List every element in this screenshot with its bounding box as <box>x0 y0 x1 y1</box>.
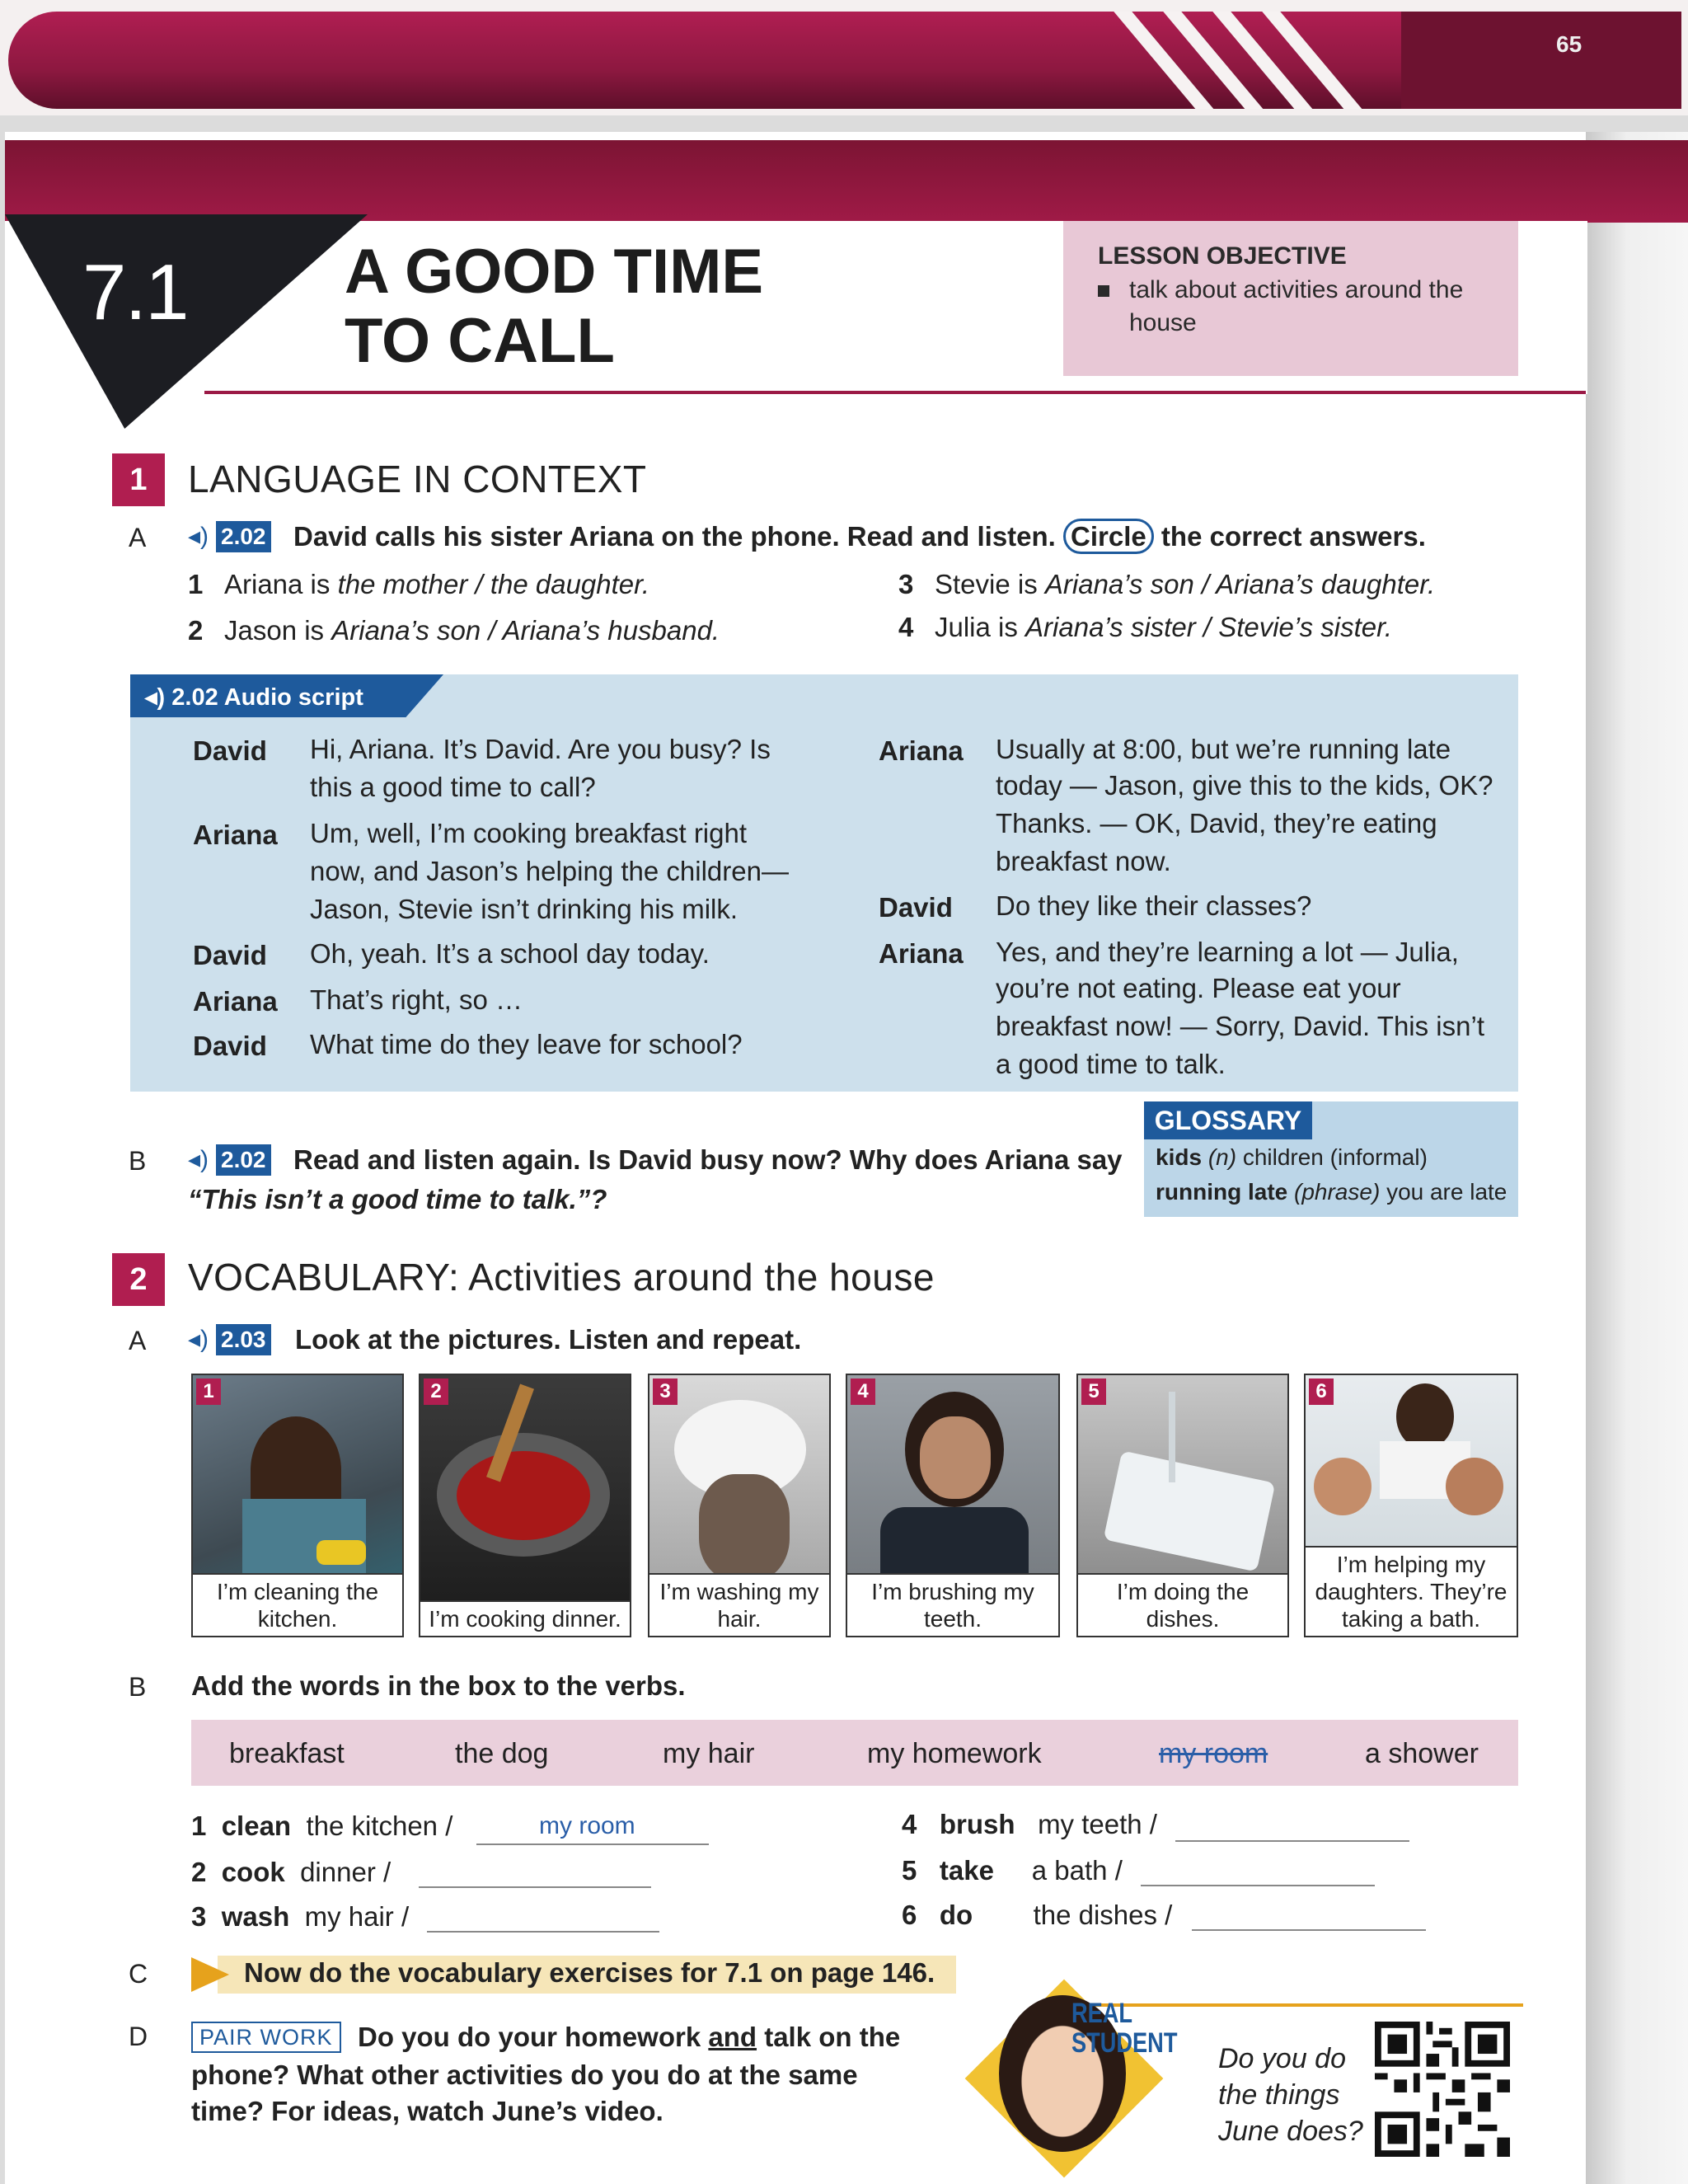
glossary-entry: kids (n) children (informal) <box>1156 1144 1428 1170</box>
speaker-name: David <box>193 1031 267 1061</box>
answer-blank[interactable] <box>1175 1840 1409 1842</box>
verb-item: 3 wash my hair / <box>191 1901 410 1932</box>
script-line: now, and Jason’s helping the children— <box>310 856 789 886</box>
audio-script-label: ◂) 2.02 Audio script <box>145 684 363 711</box>
script-line: Um, well, I’m cooking breakfast right <box>310 818 748 848</box>
exercise-instruction: phone? What other activities do you do at the same <box>191 2060 858 2090</box>
glossary <box>1144 1101 1518 1217</box>
real-student-label: REAL STUDENT <box>1071 1998 1178 2059</box>
script-line: Yes, and they’re learning a lot — Julia, <box>996 937 1459 967</box>
question-item: 4 Julia is Ariana’s sister / Stevie’s sister. <box>898 612 1393 642</box>
audio-track[interactable] <box>188 521 271 552</box>
picture-card <box>1304 1374 1518 1637</box>
speaker-icon: ◂) <box>188 1326 209 1353</box>
speaker-name: Ariana <box>879 938 964 969</box>
picture-number: 6 <box>1309 1379 1334 1405</box>
verb-item: 5 take a bath / <box>902 1855 1123 1886</box>
picture-number: 2 <box>424 1379 448 1405</box>
qr-code-icon[interactable] <box>1375 2022 1510 2157</box>
exercise-instruction: Read and listen again. Is David busy now? Why does Ariana say <box>293 1144 1123 1175</box>
question-item: 1 Ariana is the mother / the daughter. <box>188 569 650 599</box>
picture-caption: I’m helping my daughters. They’re taking a bath. <box>1306 1546 1517 1636</box>
script-line: Jason, Stevie isn’t drinking his milk. <box>310 894 738 924</box>
answer-text[interactable]: my room <box>539 1812 635 1839</box>
picture-caption: I’m washing my hair. <box>649 1573 829 1636</box>
answer-blank[interactable] <box>476 1843 709 1845</box>
section-title: VOCABULARY: Activities around the house <box>188 1256 935 1299</box>
stripe-pattern <box>1088 12 1434 109</box>
exercise-letter: B <box>129 1146 147 1176</box>
real-student-question: June does? <box>1218 2116 1363 2147</box>
picture-caption: I’m cleaning the kitchen. <box>193 1573 402 1636</box>
speaker-name: David <box>193 735 267 766</box>
square-bullet-icon <box>1098 285 1109 297</box>
picture-card <box>191 1374 404 1637</box>
exercise-instruction: time? For ideas, watch June’s video. <box>191 2096 663 2126</box>
speaker-name: David <box>879 892 953 923</box>
picture-card <box>419 1374 631 1637</box>
audio-track[interactable] <box>188 1324 271 1355</box>
page-number: 65 <box>1556 31 1582 57</box>
picture-number: 4 <box>851 1379 875 1405</box>
exercise-instruction: Do you do your homework and talk on the <box>358 2022 901 2052</box>
book-gutter <box>1586 132 1688 2184</box>
instruction-text: David calls his sister Ariana on the phone. Read and listen. <box>293 521 1056 552</box>
section-title: LANGUAGE IN CONTEXT <box>188 458 647 500</box>
picture-number: 5 <box>1081 1379 1106 1405</box>
exercise-letter: A <box>129 1326 147 1355</box>
word-box <box>191 1720 1518 1786</box>
question-item: 2 Jason is Ariana’s son / Ariana’s husband. <box>188 615 720 646</box>
script-line: That’s right, so … <box>310 984 523 1015</box>
track-number: 2.03 <box>216 1324 271 1355</box>
section-number: 2 <box>112 1253 165 1306</box>
script-line: Hi, Ariana. It’s David. Are you busy? Is <box>310 734 771 764</box>
script-line: Thanks. — OK, David, they’re eating <box>996 808 1437 838</box>
verb-item: 1 clean the kitchen / <box>191 1811 453 1841</box>
script-line: Usually at 8:00, but we’re running late <box>996 734 1451 764</box>
picture-caption: I’m doing the dishes. <box>1078 1573 1287 1636</box>
exercise-letter: C <box>129 1959 148 1989</box>
word-box-item: my homework <box>867 1738 1042 1769</box>
header-bar <box>5 140 1688 223</box>
speaker-name: David <box>193 940 267 970</box>
word-box-item: the dog <box>455 1738 549 1769</box>
objective-text: talk about activities around the house <box>1129 276 1464 336</box>
picture-caption: I’m cooking dinner. <box>420 1600 630 1636</box>
lesson-title-line2: TO CALL <box>345 306 615 376</box>
real-student-question: Do you do <box>1218 2043 1346 2074</box>
speaker-name: Ariana <box>879 735 964 766</box>
section-number: 1 <box>112 453 165 506</box>
circle-word: Circle <box>1063 519 1154 554</box>
verb-item: 2 cook dinner / <box>191 1857 392 1887</box>
picture-caption: I’m brushing my teeth. <box>847 1573 1058 1636</box>
exercise-letter: A <box>129 523 147 552</box>
verb-item: 4 brush my teeth / <box>902 1809 1157 1839</box>
word-box-item-used: my room <box>1159 1738 1268 1769</box>
answer-blank[interactable] <box>419 1886 651 1888</box>
glossary-title: GLOSSARY <box>1144 1101 1312 1139</box>
exercise-instruction: Add the words in the box to the verbs. <box>191 1670 686 1701</box>
exercise-instruction: Look at the pictures. Listen and repeat. <box>295 1324 802 1355</box>
script-line: breakfast now! — Sorry, David. This isn’t <box>996 1011 1484 1041</box>
pair-work-tag: PAIR WORK <box>191 2022 341 2053</box>
script-line: Oh, yeah. It’s a school day today. <box>310 938 710 969</box>
word-box-item: my hair <box>663 1738 755 1769</box>
exercise-instruction <box>293 521 1426 552</box>
real-student-question: the things <box>1218 2079 1340 2111</box>
objective-box <box>1063 221 1518 376</box>
lesson-number: 7.1 <box>82 248 188 336</box>
script-line: today — Jason, give this to the kids, OK? <box>996 770 1493 801</box>
script-line: this a good time to call? <box>310 772 596 802</box>
exercise-instruction[interactable]: Now do the vocabulary exercises for 7.1 on page 146. <box>244 1957 935 1988</box>
word-box-item: a shower <box>1365 1738 1479 1769</box>
speaker-name: Ariana <box>193 820 278 850</box>
objective-heading: LESSON OBJECTIVE <box>1098 242 1347 270</box>
speaker-icon: ◂) <box>188 1146 209 1173</box>
track-number: 2.02 <box>216 521 271 552</box>
answer-blank[interactable] <box>1192 1929 1426 1931</box>
instruction-text: the correct answers. <box>1160 521 1426 552</box>
stripe-right <box>1401 12 1681 109</box>
picture-card <box>1076 1374 1289 1637</box>
picture-card <box>648 1374 831 1637</box>
answer-blank[interactable] <box>1141 1885 1375 1886</box>
title-rule <box>204 391 1586 394</box>
picture-card <box>846 1374 1060 1637</box>
verb-item: 6 do the dishes / <box>902 1900 1173 1930</box>
script-line: you’re not eating. Please eat your <box>996 973 1401 1003</box>
script-line: What time do they leave for school? <box>310 1029 743 1059</box>
exercise-letter: D <box>129 2022 148 2051</box>
speaker-name: Ariana <box>193 986 278 1017</box>
script-line: a good time to talk. <box>996 1049 1226 1079</box>
script-line: Do they like their classes? <box>996 890 1312 921</box>
answer-blank[interactable] <box>427 1931 659 1933</box>
exercise-instruction: “This isn’t a good time to talk.”? <box>188 1184 607 1214</box>
lesson-title <box>345 237 763 376</box>
question-item: 3 Stevie is Ariana’s son / Ariana’s daughter. <box>898 569 1436 599</box>
lesson-title-line1: A GOOD TIME <box>345 237 764 307</box>
script-line: breakfast now. <box>996 846 1171 876</box>
picture-number: 1 <box>196 1379 221 1405</box>
exercise-letter: B <box>129 1672 147 1702</box>
glossary-entry: running late (phrase) you are late <box>1156 1179 1507 1205</box>
track-number: 2.02 <box>216 1144 271 1176</box>
speaker-icon: ◂) <box>188 523 209 550</box>
picture-number: 3 <box>653 1379 678 1405</box>
word-box-item: breakfast <box>229 1738 345 1769</box>
audio-track[interactable] <box>188 1144 271 1176</box>
